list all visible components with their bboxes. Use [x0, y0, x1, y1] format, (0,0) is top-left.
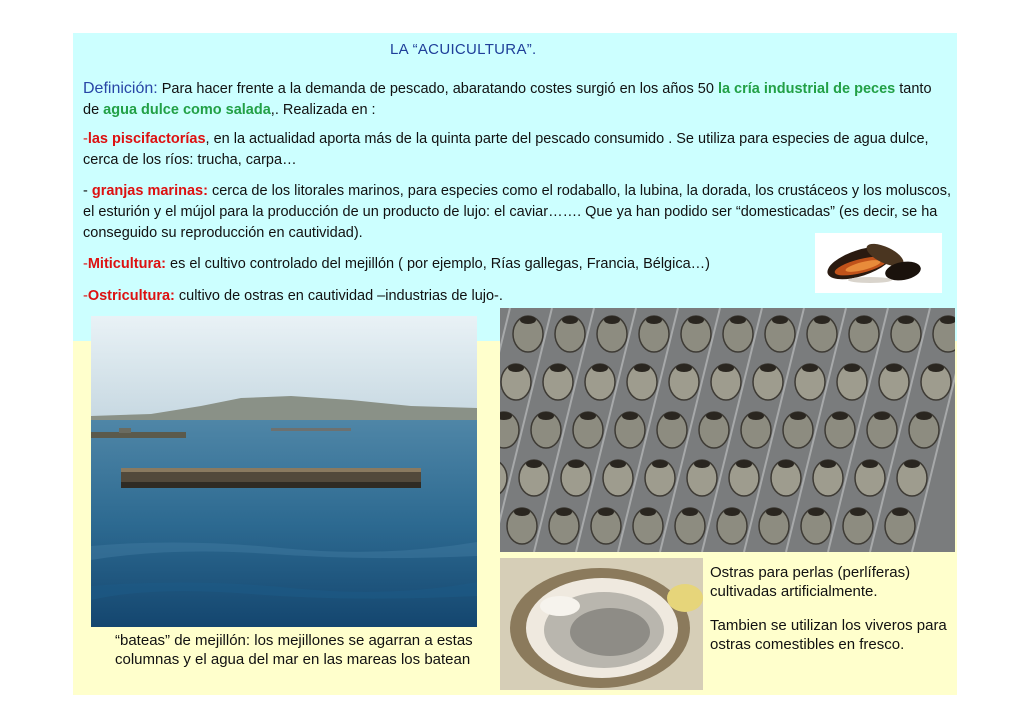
ostricultura-text: cultivo de ostras en cautividad –industrias de lujo-. [174, 288, 503, 304]
ostricultura-prefix: - [83, 288, 88, 304]
oyster-grid-photo [500, 308, 955, 552]
miticultura-prefix: - [83, 256, 88, 272]
definition-highlight-1: la cría industrial de peces [717, 81, 896, 97]
slide-title: LA “ACUICULTURA”. [390, 41, 537, 58]
definition-paragraph [83, 78, 943, 121]
miticultura-paragraph [83, 254, 843, 275]
piscifactorias-label: las piscifactorías [87, 131, 206, 147]
granjas-prefix: - [83, 183, 92, 199]
miticultura-text: es el cultivo controlado del mejillón ( por ejemplo, Rías gallegas, Francia, Bélgica…) [165, 256, 710, 272]
miticultura-label: Miticultura: [87, 256, 166, 272]
slide [73, 33, 957, 695]
ostricultura-label: Ostricultura: [87, 288, 175, 304]
oyster-photo [500, 558, 703, 690]
piscifactorias-prefix: - [83, 131, 88, 147]
definition-highlight-2: agua dulce como salada [103, 102, 271, 118]
granjas-label: granjas marinas: [91, 183, 208, 199]
definition-text-2: tanto de [83, 81, 932, 118]
bateas-caption: “bateas” de mejillón: los mejillones se agarran a estas columnas y el agua del mar en las mareas los batean [115, 632, 473, 668]
definition-label: Definición: [83, 80, 158, 97]
ostras-perlas-caption: Ostras para perlas (perlíferas) cultivadas artificialmente. [710, 564, 911, 600]
granjas-text: cerca de los litorales marinos, para especies como el rodaballo, la lubina, la dorada, los crustáceos y los moluscos, el esturión y el mújol para la producción de un producto de lujo: el caviar……. Que ya han podido ser “domesticadas” (es decir, se ha conseguido su reproducción en cautividad). [83, 183, 952, 241]
bateas-photo [91, 316, 477, 627]
piscifactorias-paragraph [83, 129, 943, 171]
definition-text-1: Para hacer frente a la demanda de pescado, abaratando costes surgió en los años 50 [157, 81, 718, 97]
definition-text-3: ,. Realizada en : [270, 102, 376, 118]
mussel-image [815, 233, 942, 293]
ostras-viveros-caption: Tambien se utilizan los viveros para ostras comestibles en fresco. [710, 617, 947, 653]
ostricultura-paragraph [83, 286, 843, 307]
piscifactorias-text: , en la actualidad aporta más de la quinta parte del pescado consumido . Se utiliza para especies de agua dulce, cerca de los ríos: trucha, carpa… [83, 131, 929, 168]
